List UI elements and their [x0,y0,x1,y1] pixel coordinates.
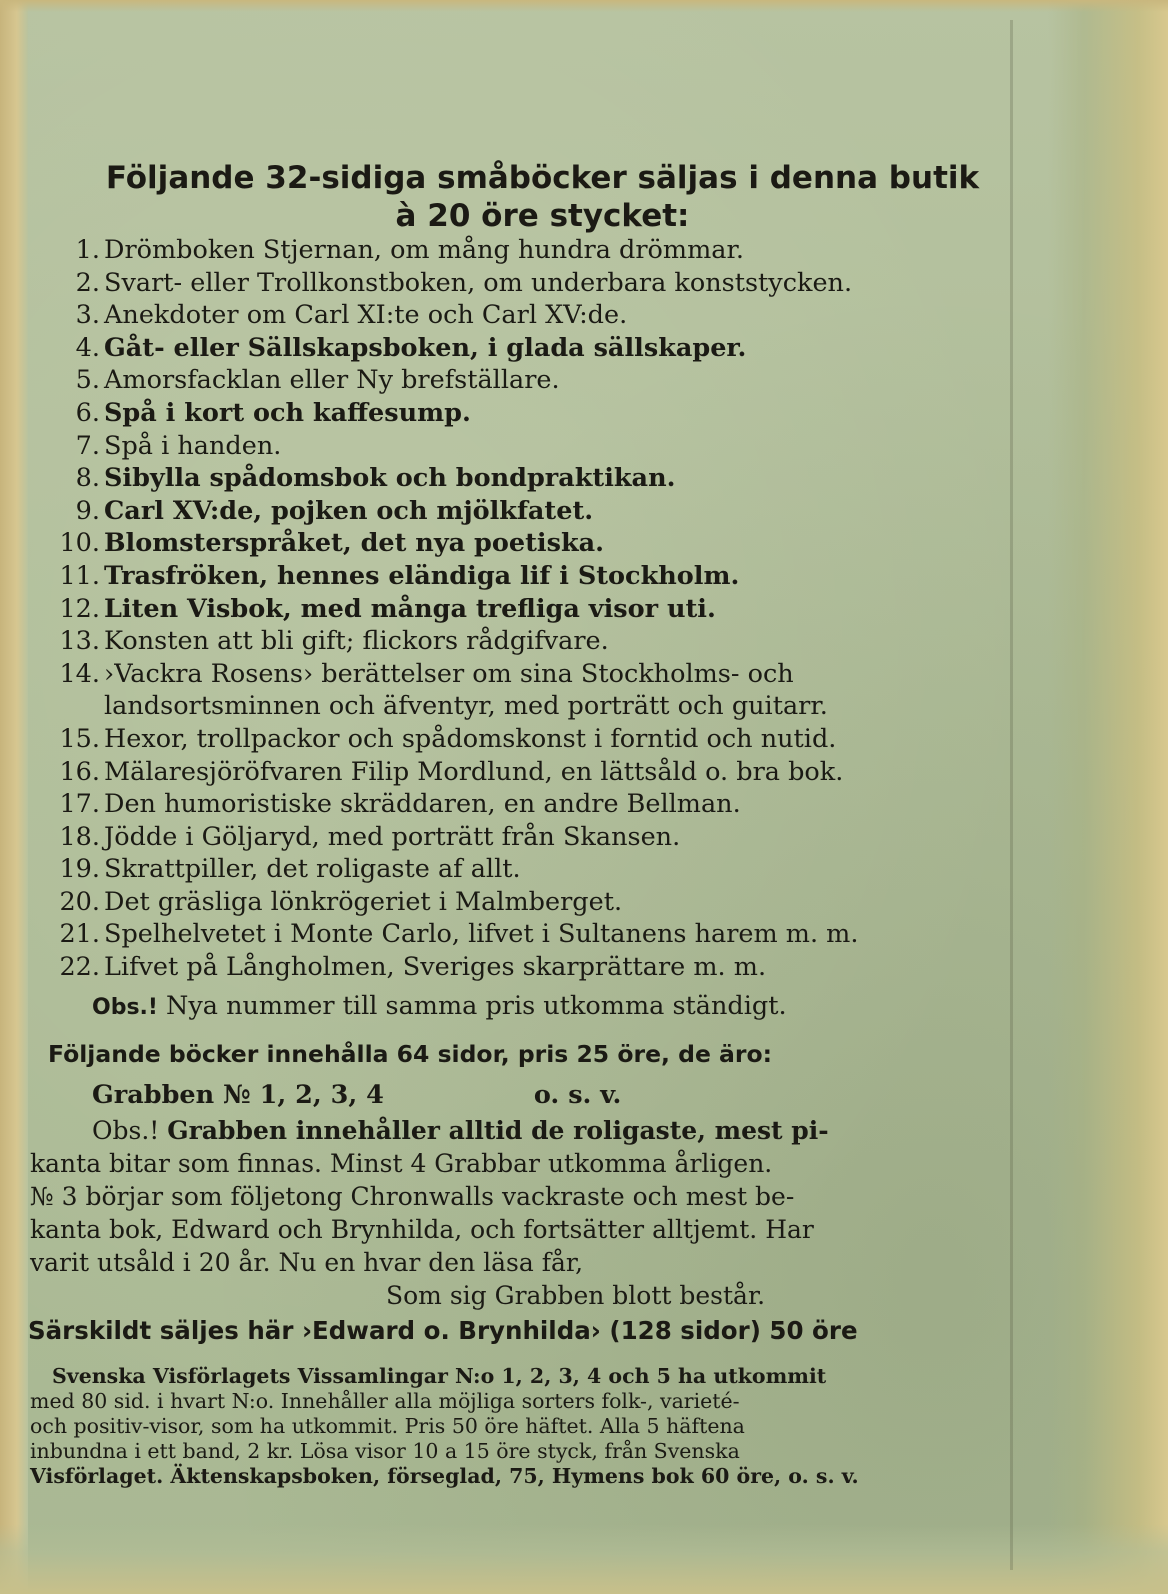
item-number: 8. [75,463,100,494]
list-item [40,397,1020,430]
list-item [40,462,1020,495]
obs-label: Obs.! [92,1116,160,1145]
item-number: 4. [75,332,100,363]
paragraph-line: kanta bitar som finnas. Minst 4 Grabbar utkomma årligen. [30,1149,773,1178]
item-number: 12. [59,593,100,624]
item-title: Sibylla spådomsbok och bondpraktikan. [104,463,676,494]
book-list [40,234,1020,984]
item-number: 3. [75,300,100,331]
list-item [40,788,1020,821]
item-title: Liten Visbok, med många trefliga visor uti. [104,593,716,624]
list-item [40,299,1020,332]
list-item [40,495,1020,528]
item-number: 11. [59,560,100,591]
item-title: Gåt- eller Sällskapsboken, i glada sällskaper. [104,332,747,363]
item-title: Anekdoter om Carl XI:te och Carl XV:de. [104,300,628,331]
list-item [40,723,1020,756]
grabben-title: Grabben № 1, 2, 3, 4 [92,1080,384,1110]
item-title: Jödde i Göljaryd, med porträtt från Skansen. [104,821,681,852]
paragraph-line: varit utsåld i 20 år. Nu en hvar den läsa får, [30,1248,584,1277]
list-item [40,332,1020,365]
item-number: 22. [59,952,100,983]
item-title: Det gräsliga lönkrögeriet i Malmberget. [104,886,623,917]
list-item-continuation [40,690,1020,723]
item-title: Konsten att bli gift; flickors rådgifvare. [104,626,609,657]
paragraph-line: Som sig Grabben blott består. [386,1281,766,1310]
list-item [40,364,1020,397]
list-item [40,853,1020,886]
item-number: 21. [59,919,100,950]
heading-line-2: à 20 öre stycket: [395,198,690,234]
notice-line: med 80 sid. i hvart N:o. Innehåller alla möjliga sorters folk-, varieté- [30,1389,740,1413]
list-item [40,593,1020,626]
item-title: Hexor, trollpackor och spådomskonst i forntid och nutid. [104,723,837,754]
item-number: 16. [59,756,100,787]
list-item [40,527,1020,560]
list-item [40,267,1020,300]
item-title-continuation: landsortsminnen och äfventyr, med porträtt och guitarr. [104,691,828,722]
separate-sale-note: Särskildt säljes här ›Edward o. Brynhilda› (128 sidor) 50 öre [28,1316,858,1345]
section-64-pages-heading: Följande böcker innehålla 64 sidor, pris 25 öre, de äro: [48,1040,773,1068]
item-title: Lifvet på Långholmen, Sveriges skarprättare m. m. [104,952,767,983]
item-number: 2. [75,267,100,298]
grabben-paragraph [30,1114,990,1312]
item-number: 1. [75,235,100,265]
grabben-osv: o. s. v. [533,1080,622,1110]
item-title: Svart- eller Trollkonstboken, om underbara konststycken. [104,267,853,298]
list-item [40,430,1020,463]
item-title: Spelhelvetet i Monte Carlo, lifvet i Sultanens harem m. m. [104,919,859,950]
obs-label: Obs.! [92,995,158,1020]
paragraph-line: № 3 börjar som följetong Chronwalls vackraste och mest be- [30,1182,795,1211]
list-item [40,658,1020,691]
item-number: 14. [59,658,100,689]
item-number: 15. [59,723,100,754]
notice-line: Visförlaget. Äktenskapsboken, förseglad, 75, Hymens bok 60 öre, o. s. v. [30,1464,859,1488]
item-title: Blomsterspråket, det nya poetiska. [104,528,605,559]
grabben-line [92,1080,621,1110]
paragraph-text: Grabben innehåller alltid de roligaste, mest pi- [167,1116,829,1145]
paragraph-line: kanta bok, Edward och Brynhilda, och fortsätter alltjemt. Har [30,1215,814,1244]
item-title: Trasfröken, hennes eländiga lif i Stockholm. [104,560,740,591]
item-title: ›Vackra Rosens› berättelser om sina Stockholms- och [104,658,794,689]
item-title: Skrattpiller, det roligaste af allt. [104,854,521,885]
item-title: Drömboken Stjernan, om mång hundra drömmar. [104,235,744,265]
list-item [40,886,1020,919]
item-number: 20. [59,886,100,917]
notice-line: inbundna i ett band, 2 kr. Lösa visor 10 a 15 öre styck, från Svenska [30,1439,740,1463]
item-title: Carl XV:de, pojken och mjölkfatet. [104,495,594,526]
item-number: 6. [75,397,100,428]
list-item [40,951,1020,984]
notice-line: Svenska Visförlagets Vissamlingar N:o 1, 2, 3, 4 och 5 ha utkommit [52,1364,827,1388]
paragraph-line [30,1114,990,1147]
item-number: 13. [59,626,100,657]
item-title: Spå i kort och kaffesump. [104,397,471,428]
notice-line: och positiv-visor, som ha utkommit. Pris 50 öre häftet. Alla 5 häftena [30,1414,745,1438]
list-item [40,625,1020,658]
item-number: 5. [75,365,100,396]
list-item [40,234,1020,267]
new-issues-note [92,991,787,1021]
item-number: 10. [59,528,100,559]
heading-line-1: Följande 32-sidiga småböcker säljas i denna butik [105,160,980,196]
item-title: Mälaresjöröfvaren Filip Mordlund, en lättsåld o. bra bok. [104,756,844,787]
item-title: Spå i handen. [104,430,282,461]
item-title: Den humoristiske skräddaren, en andre Bellman. [104,789,741,820]
item-number: 7. [75,430,100,461]
item-number: 9. [75,495,100,526]
obs-text: Nya nummer till samma pris utkomma ständigt. [166,991,787,1021]
list-item [40,918,1020,951]
visforlaget-notice [30,1364,990,1489]
item-title: Amorsfacklan eller Ny brefställare. [104,365,560,396]
list-item [40,560,1020,593]
item-number: 17. [59,789,100,820]
list-item [40,756,1020,789]
item-number: 18. [59,821,100,852]
item-number: 19. [59,854,100,885]
list-item [40,821,1020,854]
